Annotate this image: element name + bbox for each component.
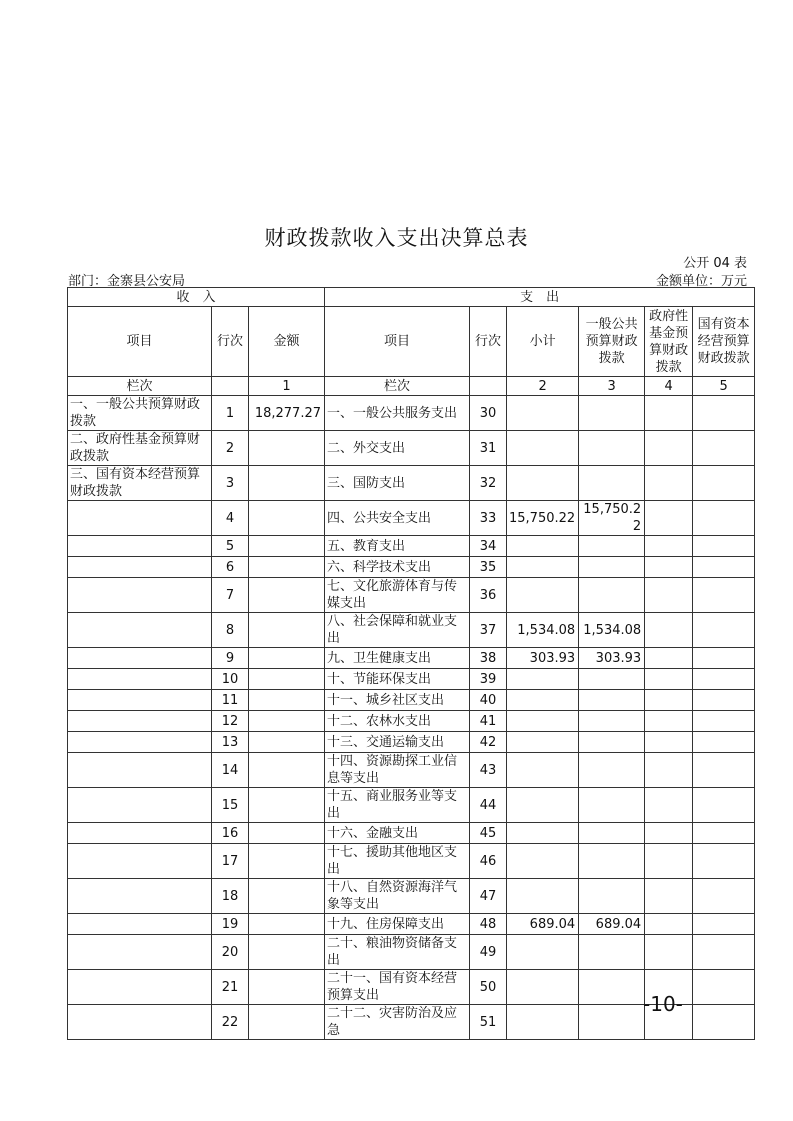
state-capital-cell [693, 648, 755, 669]
income-amount-cell [249, 788, 325, 823]
income-line-no-cell: 10 [212, 669, 249, 690]
expense-line-no-cell: 51 [470, 1005, 507, 1040]
expense-line-no-cell: 49 [470, 935, 507, 970]
income-line-no-cell: 11 [212, 690, 249, 711]
income-amount-cell [249, 753, 325, 788]
income-line-no-cell: 1 [212, 396, 249, 431]
income-item-cell [68, 1005, 212, 1040]
income-item-cell [68, 578, 212, 613]
expense-line-no-cell: 38 [470, 648, 507, 669]
expense-item-cell: 七、文化旅游体育与传媒支出 [325, 578, 470, 613]
column-index-2: 2 [507, 377, 579, 396]
state-capital-cell [693, 396, 755, 431]
state-capital-cell [693, 914, 755, 935]
table-row [68, 732, 755, 753]
state-capital-cell [693, 578, 755, 613]
expense-line-no-cell: 50 [470, 970, 507, 1005]
expense-item-cell: 四、公共安全支出 [325, 501, 470, 536]
column-index-3: 3 [579, 377, 645, 396]
table-row [68, 914, 755, 935]
gov-fund-cell [645, 732, 693, 753]
income-line-no-cell: 21 [212, 970, 249, 1005]
subtotal-cell: 303.93 [507, 648, 579, 669]
income-line-no-cell: 14 [212, 753, 249, 788]
income-line-no-cell: 9 [212, 648, 249, 669]
general-budget-cell [579, 690, 645, 711]
income-item-cell [68, 914, 212, 935]
general-budget-cell: 689.04 [579, 914, 645, 935]
state-capital-cell [693, 879, 755, 914]
gov-fund-cell [645, 557, 693, 578]
gov-fund-cell [645, 501, 693, 536]
general-budget-cell [579, 879, 645, 914]
expense-column-index-label: 栏次 [325, 377, 470, 396]
state-capital-cell [693, 431, 755, 466]
subtotal-cell: 15,750.22 [507, 501, 579, 536]
subtotal-cell [507, 711, 579, 732]
income-item-cell [68, 711, 212, 732]
subtotal-cell [507, 1005, 579, 1040]
gov-fund-cell [645, 788, 693, 823]
expense-line-no-cell: 48 [470, 914, 507, 935]
subtotal-cell [507, 732, 579, 753]
table-row [68, 501, 755, 536]
income-amount-cell [249, 732, 325, 753]
income-item-cell [68, 557, 212, 578]
income-line-no-cell: 7 [212, 578, 249, 613]
expense-line-no-cell: 44 [470, 788, 507, 823]
fiscal-summary-table [67, 287, 755, 1040]
subtotal-cell [507, 536, 579, 557]
table-row [68, 466, 755, 501]
income-amount-cell [249, 914, 325, 935]
income-amount-cell [249, 431, 325, 466]
state-capital-cell [693, 844, 755, 879]
general-budget-cell [579, 396, 645, 431]
income-amount-cell [249, 501, 325, 536]
amount-unit-label: 金额单位：万元 [655, 274, 747, 289]
state-capital-cell [693, 501, 755, 536]
table-row [68, 879, 755, 914]
expense-item-cell: 十一、城乡社区支出 [325, 690, 470, 711]
subtotal-cell [507, 970, 579, 1005]
income-amount-cell [249, 648, 325, 669]
income-item-cell [68, 648, 212, 669]
expense-item-cell: 八、社会保障和就业支出 [325, 613, 470, 648]
expense-item-cell: 十九、住房保障支出 [325, 914, 470, 935]
income-amount-cell [249, 1005, 325, 1040]
subtotal-cell [507, 578, 579, 613]
income-item-cell [68, 823, 212, 844]
general-budget-cell [579, 578, 645, 613]
subtotal-cell [507, 396, 579, 431]
expense-line-no-cell: 35 [470, 557, 507, 578]
general-budget-cell [579, 1005, 645, 1040]
income-item-cell: 三、国有资本经营预算财政拨款 [68, 466, 212, 501]
income-item-cell [68, 613, 212, 648]
income-line-no-cell: 20 [212, 935, 249, 970]
expense-item-header: 项目 [325, 307, 470, 377]
income-item-cell [68, 935, 212, 970]
income-line-no-cell: 13 [212, 732, 249, 753]
expense-item-cell: 二十、粮油物资储备支出 [325, 935, 470, 970]
income-amount-cell [249, 466, 325, 501]
column-index-1: 1 [249, 377, 325, 396]
expense-header: 支 出 [325, 288, 755, 307]
income-line-no-cell: 2 [212, 431, 249, 466]
expense-line-no-cell: 33 [470, 501, 507, 536]
table-row [68, 690, 755, 711]
state-capital-cell [693, 1005, 755, 1040]
income-amount-header: 金额 [249, 307, 325, 377]
state-capital-cell [693, 690, 755, 711]
general-budget-header: 一般公共预算财政拨款 [579, 307, 645, 377]
income-item-header: 项目 [68, 307, 212, 377]
general-budget-cell [579, 732, 645, 753]
general-budget-cell [579, 935, 645, 970]
gov-fund-cell [645, 711, 693, 732]
gov-fund-cell [645, 669, 693, 690]
general-budget-cell [579, 823, 645, 844]
table-row [68, 788, 755, 823]
state-capital-cell [693, 788, 755, 823]
expense-item-cell: 十四、资源勘探工业信息等支出 [325, 753, 470, 788]
subtotal-cell [507, 690, 579, 711]
column-index-empty [212, 377, 249, 396]
expense-column-index-empty [470, 377, 507, 396]
state-capital-cell [693, 753, 755, 788]
gov-fund-cell [645, 823, 693, 844]
expense-line-no-cell: 40 [470, 690, 507, 711]
general-budget-cell: 1,534.08 [579, 613, 645, 648]
income-amount-cell [249, 711, 325, 732]
state-capital-header: 国有资本经营预算财政拨款 [693, 307, 755, 377]
subtotal-cell [507, 879, 579, 914]
column-index-label: 栏次 [68, 377, 212, 396]
expense-line-no-cell: 41 [470, 711, 507, 732]
table-row [68, 711, 755, 732]
subtotal-cell [507, 935, 579, 970]
expense-line-no-header: 行次 [470, 307, 507, 377]
income-item-cell: 一、一般公共预算财政拨款 [68, 396, 212, 431]
gov-fund-cell [645, 844, 693, 879]
gov-fund-cell [645, 935, 693, 970]
expense-line-no-cell: 31 [470, 431, 507, 466]
general-budget-cell [579, 557, 645, 578]
subtotal-cell [507, 431, 579, 466]
general-budget-cell [579, 536, 645, 557]
state-capital-cell [693, 536, 755, 557]
income-line-no-cell: 17 [212, 844, 249, 879]
expense-line-no-cell: 34 [470, 536, 507, 557]
income-amount-cell [249, 613, 325, 648]
expense-line-no-cell: 32 [470, 466, 507, 501]
state-capital-cell [693, 823, 755, 844]
table-row [68, 578, 755, 613]
income-amount-cell [249, 823, 325, 844]
gov-fund-cell [645, 879, 693, 914]
table-row [68, 669, 755, 690]
expense-item-cell: 五、教育支出 [325, 536, 470, 557]
income-amount-cell [249, 578, 325, 613]
income-line-no-cell: 12 [212, 711, 249, 732]
general-budget-cell [579, 669, 645, 690]
income-line-no-cell: 6 [212, 557, 249, 578]
subtotal-cell: 1,534.08 [507, 613, 579, 648]
table-row [68, 844, 755, 879]
income-item-cell [68, 879, 212, 914]
expense-item-cell: 六、科学技术支出 [325, 557, 470, 578]
table-row [68, 431, 755, 466]
table-row [68, 536, 755, 557]
expense-line-no-cell: 30 [470, 396, 507, 431]
income-item-cell [68, 753, 212, 788]
table-body [68, 396, 755, 1040]
gov-fund-cell [645, 690, 693, 711]
expense-item-cell: 九、卫生健康支出 [325, 648, 470, 669]
expense-item-cell: 三、国防支出 [325, 466, 470, 501]
income-amount-cell [249, 669, 325, 690]
table-row [68, 648, 755, 669]
income-amount-cell: 18,277.27 [249, 396, 325, 431]
income-amount-cell [249, 536, 325, 557]
gov-fund-cell [645, 753, 693, 788]
gov-fund-cell [645, 914, 693, 935]
subtotal-header: 小计 [507, 307, 579, 377]
income-line-no-cell: 4 [212, 501, 249, 536]
subtotal-cell [507, 788, 579, 823]
income-item-cell [68, 690, 212, 711]
income-amount-cell [249, 557, 325, 578]
state-capital-cell [693, 557, 755, 578]
income-line-no-cell: 3 [212, 466, 249, 501]
document-title: 财政拨款收入支出决算总表 [264, 226, 529, 250]
expense-item-cell: 二十一、国有资本经营预算支出 [325, 970, 470, 1005]
expense-line-no-cell: 39 [470, 669, 507, 690]
income-amount-cell [249, 970, 325, 1005]
gov-fund-cell [645, 578, 693, 613]
gov-fund-cell [645, 466, 693, 501]
income-header: 收 入 [68, 288, 325, 307]
general-budget-cell [579, 788, 645, 823]
expense-line-no-cell: 45 [470, 823, 507, 844]
income-line-no-cell: 19 [212, 914, 249, 935]
expense-item-cell: 十六、金融支出 [325, 823, 470, 844]
expense-line-no-cell: 42 [470, 732, 507, 753]
expense-line-no-cell: 36 [470, 578, 507, 613]
table-row [68, 396, 755, 431]
income-item-cell [68, 970, 212, 1005]
income-line-no-cell: 16 [212, 823, 249, 844]
state-capital-cell [693, 711, 755, 732]
expense-item-cell: 十八、自然资源海洋气象等支出 [325, 879, 470, 914]
income-item-cell [68, 732, 212, 753]
state-capital-cell [693, 935, 755, 970]
general-budget-cell [579, 711, 645, 732]
state-capital-cell [693, 732, 755, 753]
subtotal-cell: 689.04 [507, 914, 579, 935]
income-amount-cell [249, 844, 325, 879]
column-index-5: 5 [693, 377, 755, 396]
expense-line-no-cell: 37 [470, 613, 507, 648]
subtotal-cell [507, 753, 579, 788]
general-budget-cell [579, 431, 645, 466]
table-row [68, 557, 755, 578]
general-budget-cell [579, 844, 645, 879]
income-item-cell [68, 536, 212, 557]
income-item-cell [68, 788, 212, 823]
income-item-cell [68, 501, 212, 536]
income-item-cell: 二、政府性基金预算财政拨款 [68, 431, 212, 466]
table-row [68, 753, 755, 788]
income-line-no-cell: 18 [212, 879, 249, 914]
form-number: 公开 04 表 [683, 256, 747, 271]
gov-fund-cell [645, 536, 693, 557]
income-line-no-cell: 5 [212, 536, 249, 557]
gov-fund-header: 政府性基金预算财政拨款 [645, 307, 693, 377]
gov-fund-cell [645, 396, 693, 431]
expense-line-no-cell: 47 [470, 879, 507, 914]
general-budget-cell [579, 970, 645, 1005]
gov-fund-cell [645, 431, 693, 466]
general-budget-cell [579, 466, 645, 501]
income-line-no-cell: 8 [212, 613, 249, 648]
state-capital-cell [693, 466, 755, 501]
expense-line-no-cell: 46 [470, 844, 507, 879]
subtotal-cell [507, 557, 579, 578]
expense-item-cell: 十三、交通运输支出 [325, 732, 470, 753]
general-budget-cell: 15,750.22 [579, 501, 645, 536]
income-amount-cell [249, 690, 325, 711]
state-capital-cell [693, 613, 755, 648]
state-capital-cell [693, 669, 755, 690]
department-label: 部门：金寨县公安局 [68, 274, 186, 289]
subtotal-cell [507, 466, 579, 501]
income-line-no-cell: 22 [212, 1005, 249, 1040]
subtotal-cell [507, 844, 579, 879]
expense-item-cell: 十五、商业服务业等支出 [325, 788, 470, 823]
expense-item-cell: 十二、农林水支出 [325, 711, 470, 732]
subtotal-cell [507, 823, 579, 844]
state-capital-cell [693, 970, 755, 1005]
gov-fund-cell [645, 648, 693, 669]
income-amount-cell [249, 879, 325, 914]
table-row [68, 613, 755, 648]
gov-fund-cell [645, 613, 693, 648]
expense-line-no-cell: 43 [470, 753, 507, 788]
income-item-cell [68, 669, 212, 690]
income-amount-cell [249, 935, 325, 970]
expense-item-cell: 二十二、灾害防治及应急 [325, 1005, 470, 1040]
table-row [68, 823, 755, 844]
income-line-no-cell: 15 [212, 788, 249, 823]
page-number: -10- [643, 992, 683, 1016]
income-line-no-header: 行次 [212, 307, 249, 377]
expense-item-cell: 二、外交支出 [325, 431, 470, 466]
subtotal-cell [507, 669, 579, 690]
column-index-4: 4 [645, 377, 693, 396]
expense-item-cell: 十七、援助其他地区支出 [325, 844, 470, 879]
general-budget-cell: 303.93 [579, 648, 645, 669]
expense-item-cell: 十、节能环保支出 [325, 669, 470, 690]
table-row [68, 935, 755, 970]
general-budget-cell [579, 753, 645, 788]
income-item-cell [68, 844, 212, 879]
expense-item-cell: 一、一般公共服务支出 [325, 396, 470, 431]
